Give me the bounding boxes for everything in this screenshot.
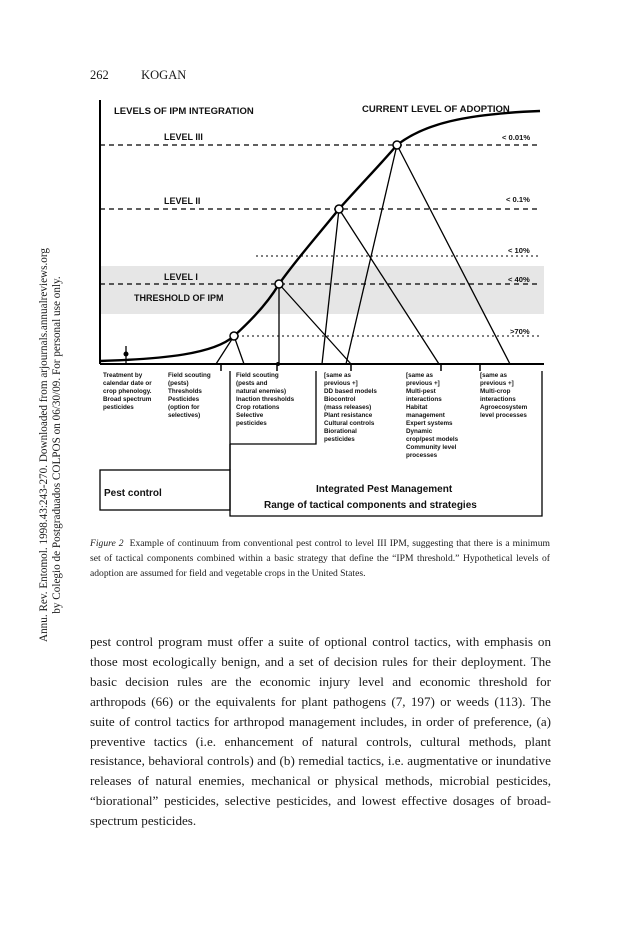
figure-caption	[90, 536, 550, 581]
running-head	[90, 68, 186, 83]
adoption-title: CURRENT LEVEL OF ADOPTION	[362, 104, 510, 115]
axis-point	[124, 352, 129, 357]
column-text: Treatment by calendar date or crop phenology. Broad spectrum pesticides	[103, 372, 152, 411]
running-head-author: KOGAN	[141, 68, 187, 82]
ipm-figure-graphic	[94, 96, 550, 526]
side-note-line-2: by Colegio de Postgraduados COLPOS on 06/30/09. For personal use only.	[51, 276, 63, 614]
side-note-line-1: Annu. Rev. Entomol. 1998.43:243-270. Downloaded from arjournals.annualreviews.org	[38, 248, 50, 642]
intersection-marker	[230, 332, 238, 340]
axis-point	[276, 362, 280, 366]
fan-line	[397, 145, 510, 364]
range-label: Range of tactical components and strategies	[264, 500, 477, 511]
caption-text: Example of continuum from conventional pest control to level III IPM, suggesting that there is a minimum set of tactical components combined within a basic strategy that define the “IPM threshold.” Hypothetical levels of adoption are assumed for field and vegetable crops in the United States.	[90, 538, 550, 579]
adoption-rate: < 10%	[508, 246, 530, 255]
levels-title: LEVELS OF IPM INTEGRATION	[114, 106, 254, 117]
level2-label: LEVEL II	[164, 196, 201, 206]
intersection-marker	[335, 205, 343, 213]
level1-label: LEVEL I	[164, 272, 198, 282]
threshold-label: THRESHOLD OF IPM	[134, 293, 224, 303]
adoption-rate: < 0.01%	[502, 133, 531, 142]
fan-line	[216, 336, 234, 364]
fan-line	[346, 145, 397, 364]
page-number: 262	[90, 68, 109, 82]
column-text: Field scouting (pests) Thresholds Pesticides (option for selectives)	[168, 372, 211, 419]
adoption-rate: >70%	[510, 327, 530, 336]
adoption-rate: < 0.1%	[506, 195, 530, 204]
ipm-label: Integrated Pest Management	[316, 484, 453, 495]
intersection-marker	[275, 280, 283, 288]
column-text: [same as previous +] DD based models Biocontrol (mass releases) Plant resistance Cultural controls Biorational pesticides	[324, 372, 377, 443]
intersection-marker	[393, 141, 401, 149]
column-text: [same as previous +] Multi-pest interactions Habitat management Expert systems Dynamic crop/pest models Community level processes	[406, 372, 459, 459]
column-text: [same as previous +] Multi-crop interactions Agroecosystem level processes	[480, 372, 528, 419]
adoption-rate: < 40%	[508, 275, 530, 284]
level3-label: LEVEL III	[164, 132, 203, 142]
pest-control-label: Pest control	[104, 488, 162, 499]
body-paragraph: pest control program must offer a suite of optional control tactics, with emphasis on those most ecologically benign, and a set of decision rules for their deployment. The basic decision rules are the economic injury level and economic threshold for arthropods (66) or the equivalents for plant pathogens (7, 197) or weeds (113). The suite of control tactics for arthropod management includes, in order of preference, (a) preventive tactics (i.e. enhancement of natural controls, cultural methods, plant resistance, behavioral controls) and (b) remedial tactics, i.e. augmentative or inundative releases of natural enemies, mechanical or physical methods, microbial pesticides, “biorational” pesticides, selective pesticides, and lowest effective dosages of broad-spectrum pesticides.	[90, 634, 551, 829]
ipm-figure	[94, 96, 550, 526]
adoption-curve	[100, 111, 540, 361]
column-text: Field scouting (pests and natural enemies) Inaction thresholds Crop rotations Selective pesticides	[236, 372, 295, 427]
caption-label: Figure 2	[90, 538, 124, 549]
